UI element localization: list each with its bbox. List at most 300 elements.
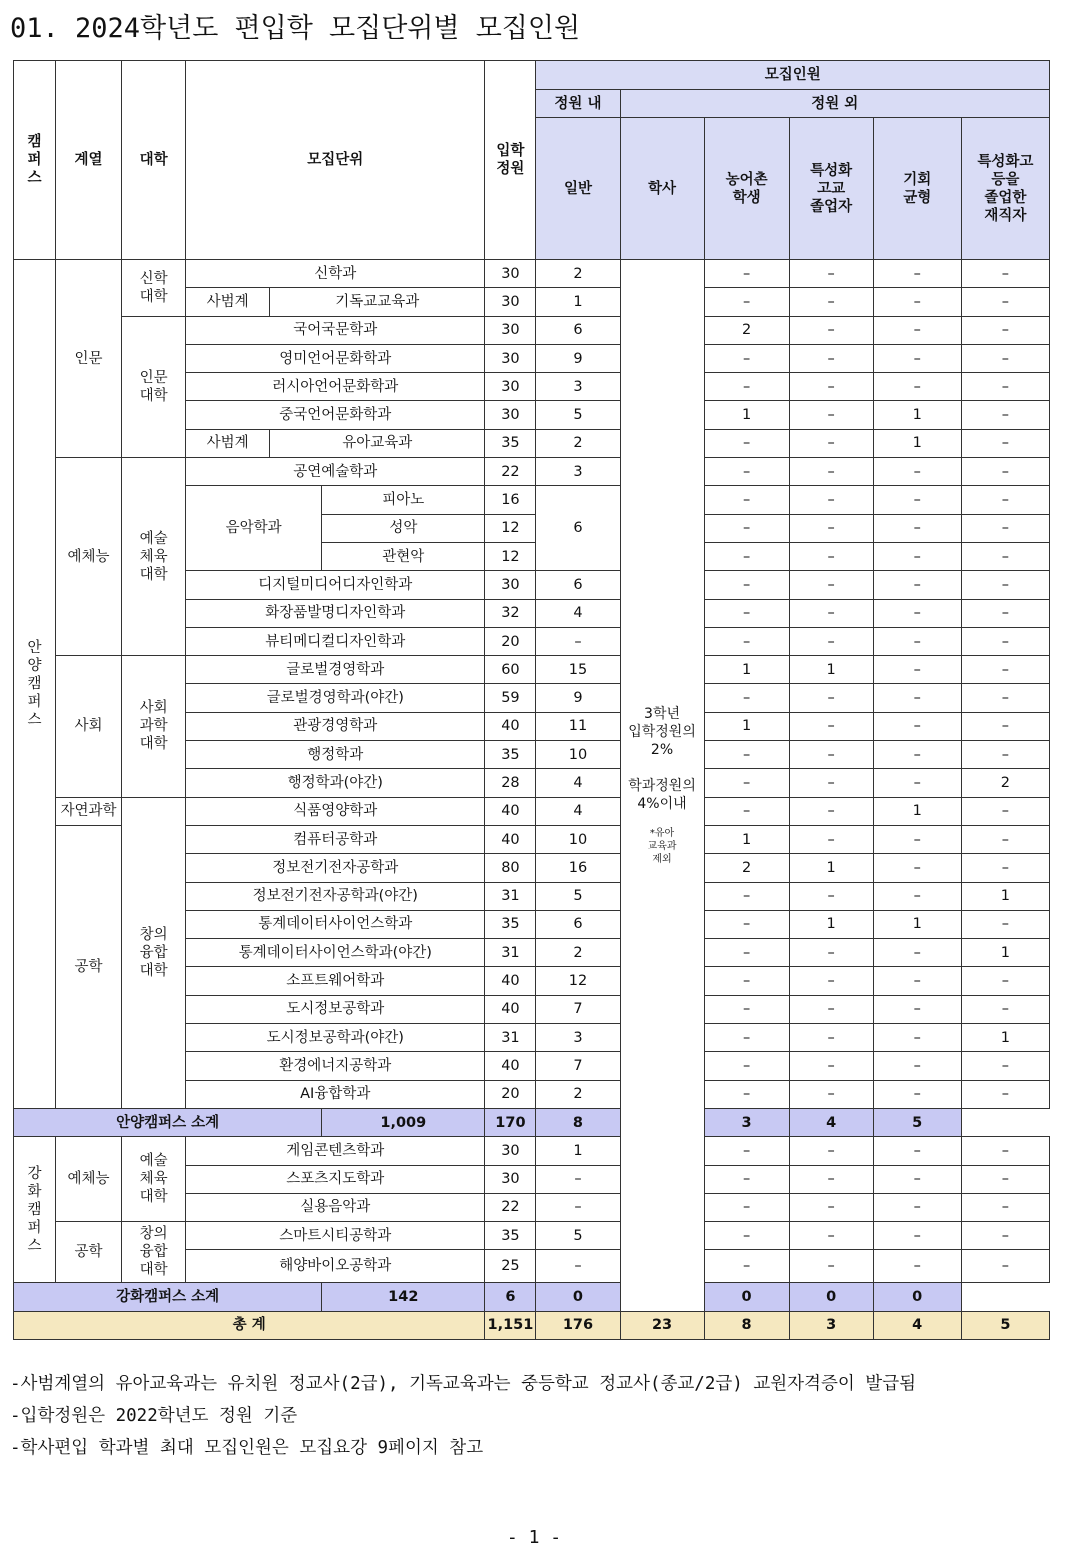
header-within: 정원 내 (536, 90, 620, 118)
unit-name: 피아노 (322, 486, 485, 514)
header-rural: 농어촌 학생 (704, 118, 789, 260)
unit-name: 영미언어문화학과 (186, 344, 485, 372)
special-grad-count: – (789, 1024, 873, 1052)
unit-name: 글로벌경영학과(야간) (186, 684, 485, 712)
campus-ganghwa: 강 화 캠 퍼 스 (14, 1137, 56, 1283)
rural-count: 0 (536, 1283, 620, 1311)
quota-count: 16 (485, 486, 536, 514)
special-worker-count: – (961, 627, 1049, 655)
unit-name: 정보전기전자공학과 (186, 854, 485, 882)
general-count: 4 (536, 797, 620, 825)
special-worker-count: – (961, 741, 1049, 769)
header-special-worker: 특성화고 등을 졸업한 재직자 (961, 118, 1049, 260)
unit-name: 행정학과(야간) (186, 769, 485, 797)
rural-count: – (704, 939, 789, 967)
general-count: 12 (536, 967, 620, 995)
opp-count: 4 (789, 1108, 873, 1136)
unit-name: 도시정보공학과 (186, 995, 485, 1023)
unit-name: 실용음악과 (186, 1193, 485, 1221)
quota-count: 12 (485, 514, 536, 542)
header-special-grad: 특성화 고교 졸업자 (789, 118, 873, 260)
opportunity-count: – (873, 712, 961, 740)
opportunity-count: – (873, 514, 961, 542)
special-worker-count: – (961, 429, 1049, 457)
quota-count: 30 (485, 373, 536, 401)
unit-name: 통계데이터사이언스학과 (186, 910, 485, 938)
table-row (14, 316, 1050, 344)
opportunity-count: 1 (873, 797, 961, 825)
special-grad-count: – (789, 627, 873, 655)
opportunity-count: – (873, 1250, 961, 1283)
special-grad-count: 1 (789, 854, 873, 882)
quota-count: 35 (485, 429, 536, 457)
rural-count: – (704, 967, 789, 995)
opportunity-count: – (873, 1165, 961, 1193)
opportunity-count: – (873, 1137, 961, 1165)
special-grad-count: – (789, 401, 873, 429)
special-worker-count: – (961, 571, 1049, 599)
special-worker-count: – (961, 344, 1049, 372)
special-grad-count: 1 (789, 656, 873, 684)
subtotal-label: 강화캠퍼스 소계 (14, 1283, 322, 1311)
special-worker-count: – (961, 260, 1049, 288)
rural-count: – (704, 769, 789, 797)
rural-count: – (704, 514, 789, 542)
general-count: 6 (485, 1283, 536, 1311)
general-count: 5 (536, 401, 620, 429)
special-grad-count: – (789, 458, 873, 486)
quota-count: 30 (485, 260, 536, 288)
special-grad-count: – (789, 825, 873, 853)
quota-count: 32 (485, 599, 536, 627)
general-count: 6 (536, 316, 620, 344)
field-arts: 예체능 (56, 458, 122, 656)
recruitment-table (13, 60, 1050, 1340)
header-opportunity: 기회 균형 (873, 118, 961, 260)
college-social: 사회 과학 대학 (122, 656, 186, 797)
general-count: 7 (536, 995, 620, 1023)
rural-count: – (704, 260, 789, 288)
total-label: 총 계 (14, 1311, 485, 1339)
general-count: 9 (536, 684, 620, 712)
special-worker-count: – (961, 825, 1049, 853)
opportunity-count: – (873, 599, 961, 627)
unit-name: 관현악 (322, 542, 485, 570)
college-humanities: 인문 대학 (122, 316, 186, 457)
campus-anyang: 안 양 캠 퍼 스 (14, 260, 56, 1109)
quota-count: 28 (485, 769, 536, 797)
rural-count: – (704, 910, 789, 938)
opportunity-count: – (873, 458, 961, 486)
opportunity-count: 1 (873, 910, 961, 938)
header-college: 대학 (122, 61, 186, 260)
special-grad-count: – (789, 1222, 873, 1250)
college-theology: 신학 대학 (122, 260, 186, 317)
footnote-1: -사범계열의 유아교육과는 유치원 정교사(2급), 기독교육과는 중등학교 정교사(종교/2급) 교원자격증이 발급됨 (10, 1374, 917, 1394)
field-social: 사회 (56, 656, 122, 797)
special-grad-count: – (789, 967, 873, 995)
rural-count: – (704, 1222, 789, 1250)
unit-name: 유아교육과 (270, 429, 485, 457)
college-arts: 예술 체육 대학 (122, 458, 186, 656)
special-grad-count: – (789, 373, 873, 401)
special-grad-count: – (789, 1052, 873, 1080)
general-count: 7 (536, 1052, 620, 1080)
table-row (14, 260, 1050, 288)
table-row (14, 1222, 1050, 1250)
page-number: - 1 - (506, 1527, 562, 1548)
rural-count: – (704, 373, 789, 401)
sabeom-label: 사범계 (186, 429, 270, 457)
opp-count: 4 (873, 1311, 961, 1339)
general-count: – (536, 627, 620, 655)
special-grad-count: – (789, 1165, 873, 1193)
special-worker-count: – (961, 967, 1049, 995)
special-worker-count: 1 (961, 882, 1049, 910)
unit-name: 공연예술학과 (186, 458, 485, 486)
rural-count: – (704, 486, 789, 514)
table-row (14, 656, 1050, 684)
quota-count: 40 (485, 712, 536, 740)
opportunity-count: – (873, 741, 961, 769)
special-grad-count: – (789, 429, 873, 457)
unit-name: 컴퓨터공학과 (186, 825, 485, 853)
sw-count: 0 (873, 1283, 961, 1311)
rural-count: – (704, 627, 789, 655)
special-grad-count: – (789, 344, 873, 372)
quota-count: 59 (485, 684, 536, 712)
general-count: 15 (536, 656, 620, 684)
general-count: 3 (536, 373, 620, 401)
special-worker-count: – (961, 316, 1049, 344)
special-grad-count: – (789, 712, 873, 740)
rural-count: – (704, 571, 789, 599)
quota-count: 1,009 (322, 1108, 485, 1136)
quota-count: 35 (485, 910, 536, 938)
unit-name: 식품영양학과 (186, 797, 485, 825)
general-count: – (536, 1193, 620, 1221)
special-grad-count: – (789, 769, 873, 797)
quota-count: 22 (485, 458, 536, 486)
opportunity-count: – (873, 1222, 961, 1250)
special-grad-count: – (789, 1080, 873, 1108)
rural-count: 1 (704, 401, 789, 429)
unit-name: 뷰티메디컬디자인학과 (186, 627, 485, 655)
rural-count: – (704, 995, 789, 1023)
general-count: 5 (536, 1222, 620, 1250)
field-natural: 자연과학 (56, 797, 122, 825)
rural-count: 2 (704, 316, 789, 344)
special-worker-count: – (961, 514, 1049, 542)
general-count: – (536, 1250, 620, 1283)
unit-name: 해양바이오공학과 (186, 1250, 485, 1283)
table-row (14, 458, 1050, 486)
general-count: 4 (536, 769, 620, 797)
field-arts: 예체능 (56, 1137, 122, 1222)
special-worker-count: – (961, 373, 1049, 401)
general-count: 9 (536, 344, 620, 372)
unit-name: 관광경영학과 (186, 712, 485, 740)
general-count: 5 (536, 882, 620, 910)
field-engineering: 공학 (56, 825, 122, 1108)
special-worker-count: – (961, 401, 1049, 429)
general-count: 6 (536, 486, 620, 571)
special-grad-count: 1 (789, 910, 873, 938)
rural-count: – (704, 429, 789, 457)
opportunity-count: – (873, 571, 961, 599)
unit-name: 디지털미디어디자인학과 (186, 571, 485, 599)
rural-count: – (704, 1193, 789, 1221)
opportunity-count: – (873, 344, 961, 372)
quota-count: 1,151 (485, 1311, 536, 1339)
unit-name: 정보전기전자공학과(야간) (186, 882, 485, 910)
quota-count: 30 (485, 401, 536, 429)
opportunity-count: – (873, 1193, 961, 1221)
college-creative: 창의 융합 대학 (122, 797, 186, 1108)
opportunity-count: – (873, 854, 961, 882)
bachelor-note: 3학년 입학정원의 2% 학과정원의 4%이내 *유아 교육과 제외 (620, 260, 704, 1312)
quota-count: 31 (485, 939, 536, 967)
rural-count: – (704, 1165, 789, 1193)
general-count: 10 (536, 825, 620, 853)
general-count: 6 (536, 571, 620, 599)
opportunity-count: – (873, 1080, 961, 1108)
special-worker-count: – (961, 288, 1049, 316)
opportunity-count: – (873, 882, 961, 910)
special-worker-count: 2 (961, 769, 1049, 797)
opportunity-count: – (873, 486, 961, 514)
special-grad-count: – (789, 741, 873, 769)
unit-name: 글로벌경영학과 (186, 656, 485, 684)
unit-name: AI융합학과 (186, 1080, 485, 1108)
quota-count: 12 (485, 542, 536, 570)
header-campus: 캠 퍼 스 (14, 61, 56, 260)
music-department: 음악학과 (186, 486, 322, 571)
footnote-2: -입학정원은 2022학년도 정원 기준 (10, 1406, 298, 1426)
anyang-subtotal-row (14, 1108, 1050, 1136)
special-worker-count: – (961, 854, 1049, 882)
special-grad-count: – (789, 684, 873, 712)
unit-name: 신학과 (186, 260, 485, 288)
opportunity-count: – (873, 373, 961, 401)
quota-count: 31 (485, 1024, 536, 1052)
unit-name: 국어국문학과 (186, 316, 485, 344)
special-worker-count: – (961, 910, 1049, 938)
general-count: 1 (536, 1137, 620, 1165)
unit-name: 스마트시티공학과 (186, 1222, 485, 1250)
header-field: 계열 (56, 61, 122, 260)
field-humanities: 인문 (56, 260, 122, 458)
sabeom-label: 사범계 (186, 288, 270, 316)
unit-name: 러시아언어문화학과 (186, 373, 485, 401)
special-worker-count: – (961, 995, 1049, 1023)
special-worker-count: – (961, 797, 1049, 825)
rural-count: – (704, 1024, 789, 1052)
special-grad-count: – (789, 882, 873, 910)
special-grad-count: – (789, 316, 873, 344)
sg-count: 3 (789, 1311, 873, 1339)
special-worker-count: 1 (961, 1024, 1049, 1052)
special-grad-count: – (789, 1193, 873, 1221)
opportunity-count: – (873, 684, 961, 712)
general-count: 3 (536, 458, 620, 486)
unit-name: 기독교교육과 (270, 288, 485, 316)
general-count: 1 (536, 288, 620, 316)
special-grad-count: – (789, 260, 873, 288)
general-count: 3 (536, 1024, 620, 1052)
rural-count: – (704, 542, 789, 570)
quota-count: 40 (485, 995, 536, 1023)
general-count: 170 (485, 1108, 536, 1136)
quota-count: 20 (485, 627, 536, 655)
opportunity-count: – (873, 995, 961, 1023)
quota-count: 40 (485, 825, 536, 853)
ganghwa-subtotal-row (14, 1283, 1050, 1311)
quota-count: 30 (485, 344, 536, 372)
general-count: 6 (536, 910, 620, 938)
rural-count: 1 (704, 656, 789, 684)
special-worker-count: – (961, 656, 1049, 684)
unit-name: 화장품발명디자인학과 (186, 599, 485, 627)
quota-count: 30 (485, 288, 536, 316)
quota-count: 80 (485, 854, 536, 882)
special-worker-count: – (961, 458, 1049, 486)
quota-count: 30 (485, 571, 536, 599)
sw-count: 5 (873, 1108, 961, 1136)
special-worker-count: – (961, 1250, 1049, 1283)
quota-count: 31 (485, 882, 536, 910)
header-general: 일반 (536, 118, 620, 260)
quota-count: 142 (322, 1283, 485, 1311)
opportunity-count: 1 (873, 401, 961, 429)
total-row (14, 1311, 1050, 1339)
table-row (14, 1137, 1050, 1165)
quota-count: 35 (485, 1222, 536, 1250)
quota-count: 30 (485, 316, 536, 344)
general-count: 2 (536, 1080, 620, 1108)
general-count: 2 (536, 429, 620, 457)
rural-count: – (704, 1137, 789, 1165)
unit-name: 도시정보공학과(야간) (186, 1024, 485, 1052)
opportunity-count: – (873, 627, 961, 655)
rural-count: – (704, 684, 789, 712)
unit-name: 통계데이터사이언스학과(야간) (186, 939, 485, 967)
general-count: 2 (536, 939, 620, 967)
opportunity-count: – (873, 316, 961, 344)
sw-count: 5 (961, 1311, 1049, 1339)
opportunity-count: – (873, 260, 961, 288)
rural-count: 1 (704, 825, 789, 853)
general-count: 10 (536, 741, 620, 769)
special-worker-count: – (961, 1137, 1049, 1165)
special-worker-count: – (961, 542, 1049, 570)
unit-name: 환경에너지공학과 (186, 1052, 485, 1080)
special-grad-count: – (789, 486, 873, 514)
opportunity-count: – (873, 1024, 961, 1052)
table-row (14, 797, 1050, 825)
special-worker-count: 1 (961, 939, 1049, 967)
special-grad-count: – (789, 599, 873, 627)
quota-count: 40 (485, 967, 536, 995)
college-creative: 창의 융합 대학 (122, 1222, 186, 1283)
special-grad-count: – (789, 995, 873, 1023)
unit-name: 성악 (322, 514, 485, 542)
general-count: – (536, 1165, 620, 1193)
rural-count: – (704, 797, 789, 825)
general-count: 2 (536, 260, 620, 288)
rural-count: 2 (704, 854, 789, 882)
special-grad-count: – (789, 1137, 873, 1165)
rural-count: – (704, 741, 789, 769)
quota-count: 40 (485, 1052, 536, 1080)
general-count: 4 (536, 599, 620, 627)
special-grad-count: – (789, 797, 873, 825)
subtotal-label: 안양캠퍼스 소계 (14, 1108, 322, 1136)
rural-count: 8 (704, 1311, 789, 1339)
quota-count: 25 (485, 1250, 536, 1283)
special-grad-count: – (789, 571, 873, 599)
rural-count: – (704, 1052, 789, 1080)
quota-count: 40 (485, 797, 536, 825)
special-worker-count: – (961, 1165, 1049, 1193)
rural-count: 1 (704, 712, 789, 740)
general-count: 11 (536, 712, 620, 740)
special-worker-count: – (961, 712, 1049, 740)
college-arts: 예술 체육 대학 (122, 1137, 186, 1222)
opportunity-count: – (873, 939, 961, 967)
opportunity-count: – (873, 542, 961, 570)
rural-count: – (704, 599, 789, 627)
rural-count: 8 (536, 1108, 620, 1136)
rural-count: – (704, 344, 789, 372)
sg-count: 0 (704, 1283, 789, 1311)
rural-count: – (704, 882, 789, 910)
quota-count: 35 (485, 741, 536, 769)
special-worker-count: – (961, 1080, 1049, 1108)
rural-count: – (704, 458, 789, 486)
opp-count: 0 (789, 1283, 873, 1311)
unit-name: 행정학과 (186, 741, 485, 769)
opportunity-count: – (873, 967, 961, 995)
quota-count: 30 (485, 1165, 536, 1193)
rural-count: – (704, 288, 789, 316)
quota-count: 20 (485, 1080, 536, 1108)
opportunity-count: – (873, 656, 961, 684)
special-worker-count: – (961, 486, 1049, 514)
special-worker-count: – (961, 684, 1049, 712)
unit-name: 게임콘텐츠학과 (186, 1137, 485, 1165)
header-bachelor: 학사 (620, 118, 704, 260)
opportunity-count: 1 (873, 429, 961, 457)
general-count: 176 (536, 1311, 620, 1339)
special-grad-count: – (789, 542, 873, 570)
field-engineering: 공학 (56, 1222, 122, 1283)
quota-count: 30 (485, 1137, 536, 1165)
footnote-3: -학사편입 학과별 최대 모집인원은 모집요강 9페이지 참고 (10, 1438, 484, 1458)
special-worker-count: – (961, 599, 1049, 627)
special-grad-count: – (789, 288, 873, 316)
special-grad-count: – (789, 939, 873, 967)
bachelor-count: 23 (620, 1311, 704, 1339)
header-quota: 입학 정원 (485, 61, 536, 260)
header-recruit: 모집인원 (536, 61, 1050, 90)
special-worker-count: – (961, 1193, 1049, 1221)
special-worker-count: – (961, 1222, 1049, 1250)
opportunity-count: – (873, 825, 961, 853)
quota-count: 22 (485, 1193, 536, 1221)
general-count: 16 (536, 854, 620, 882)
rural-count: – (704, 1250, 789, 1283)
